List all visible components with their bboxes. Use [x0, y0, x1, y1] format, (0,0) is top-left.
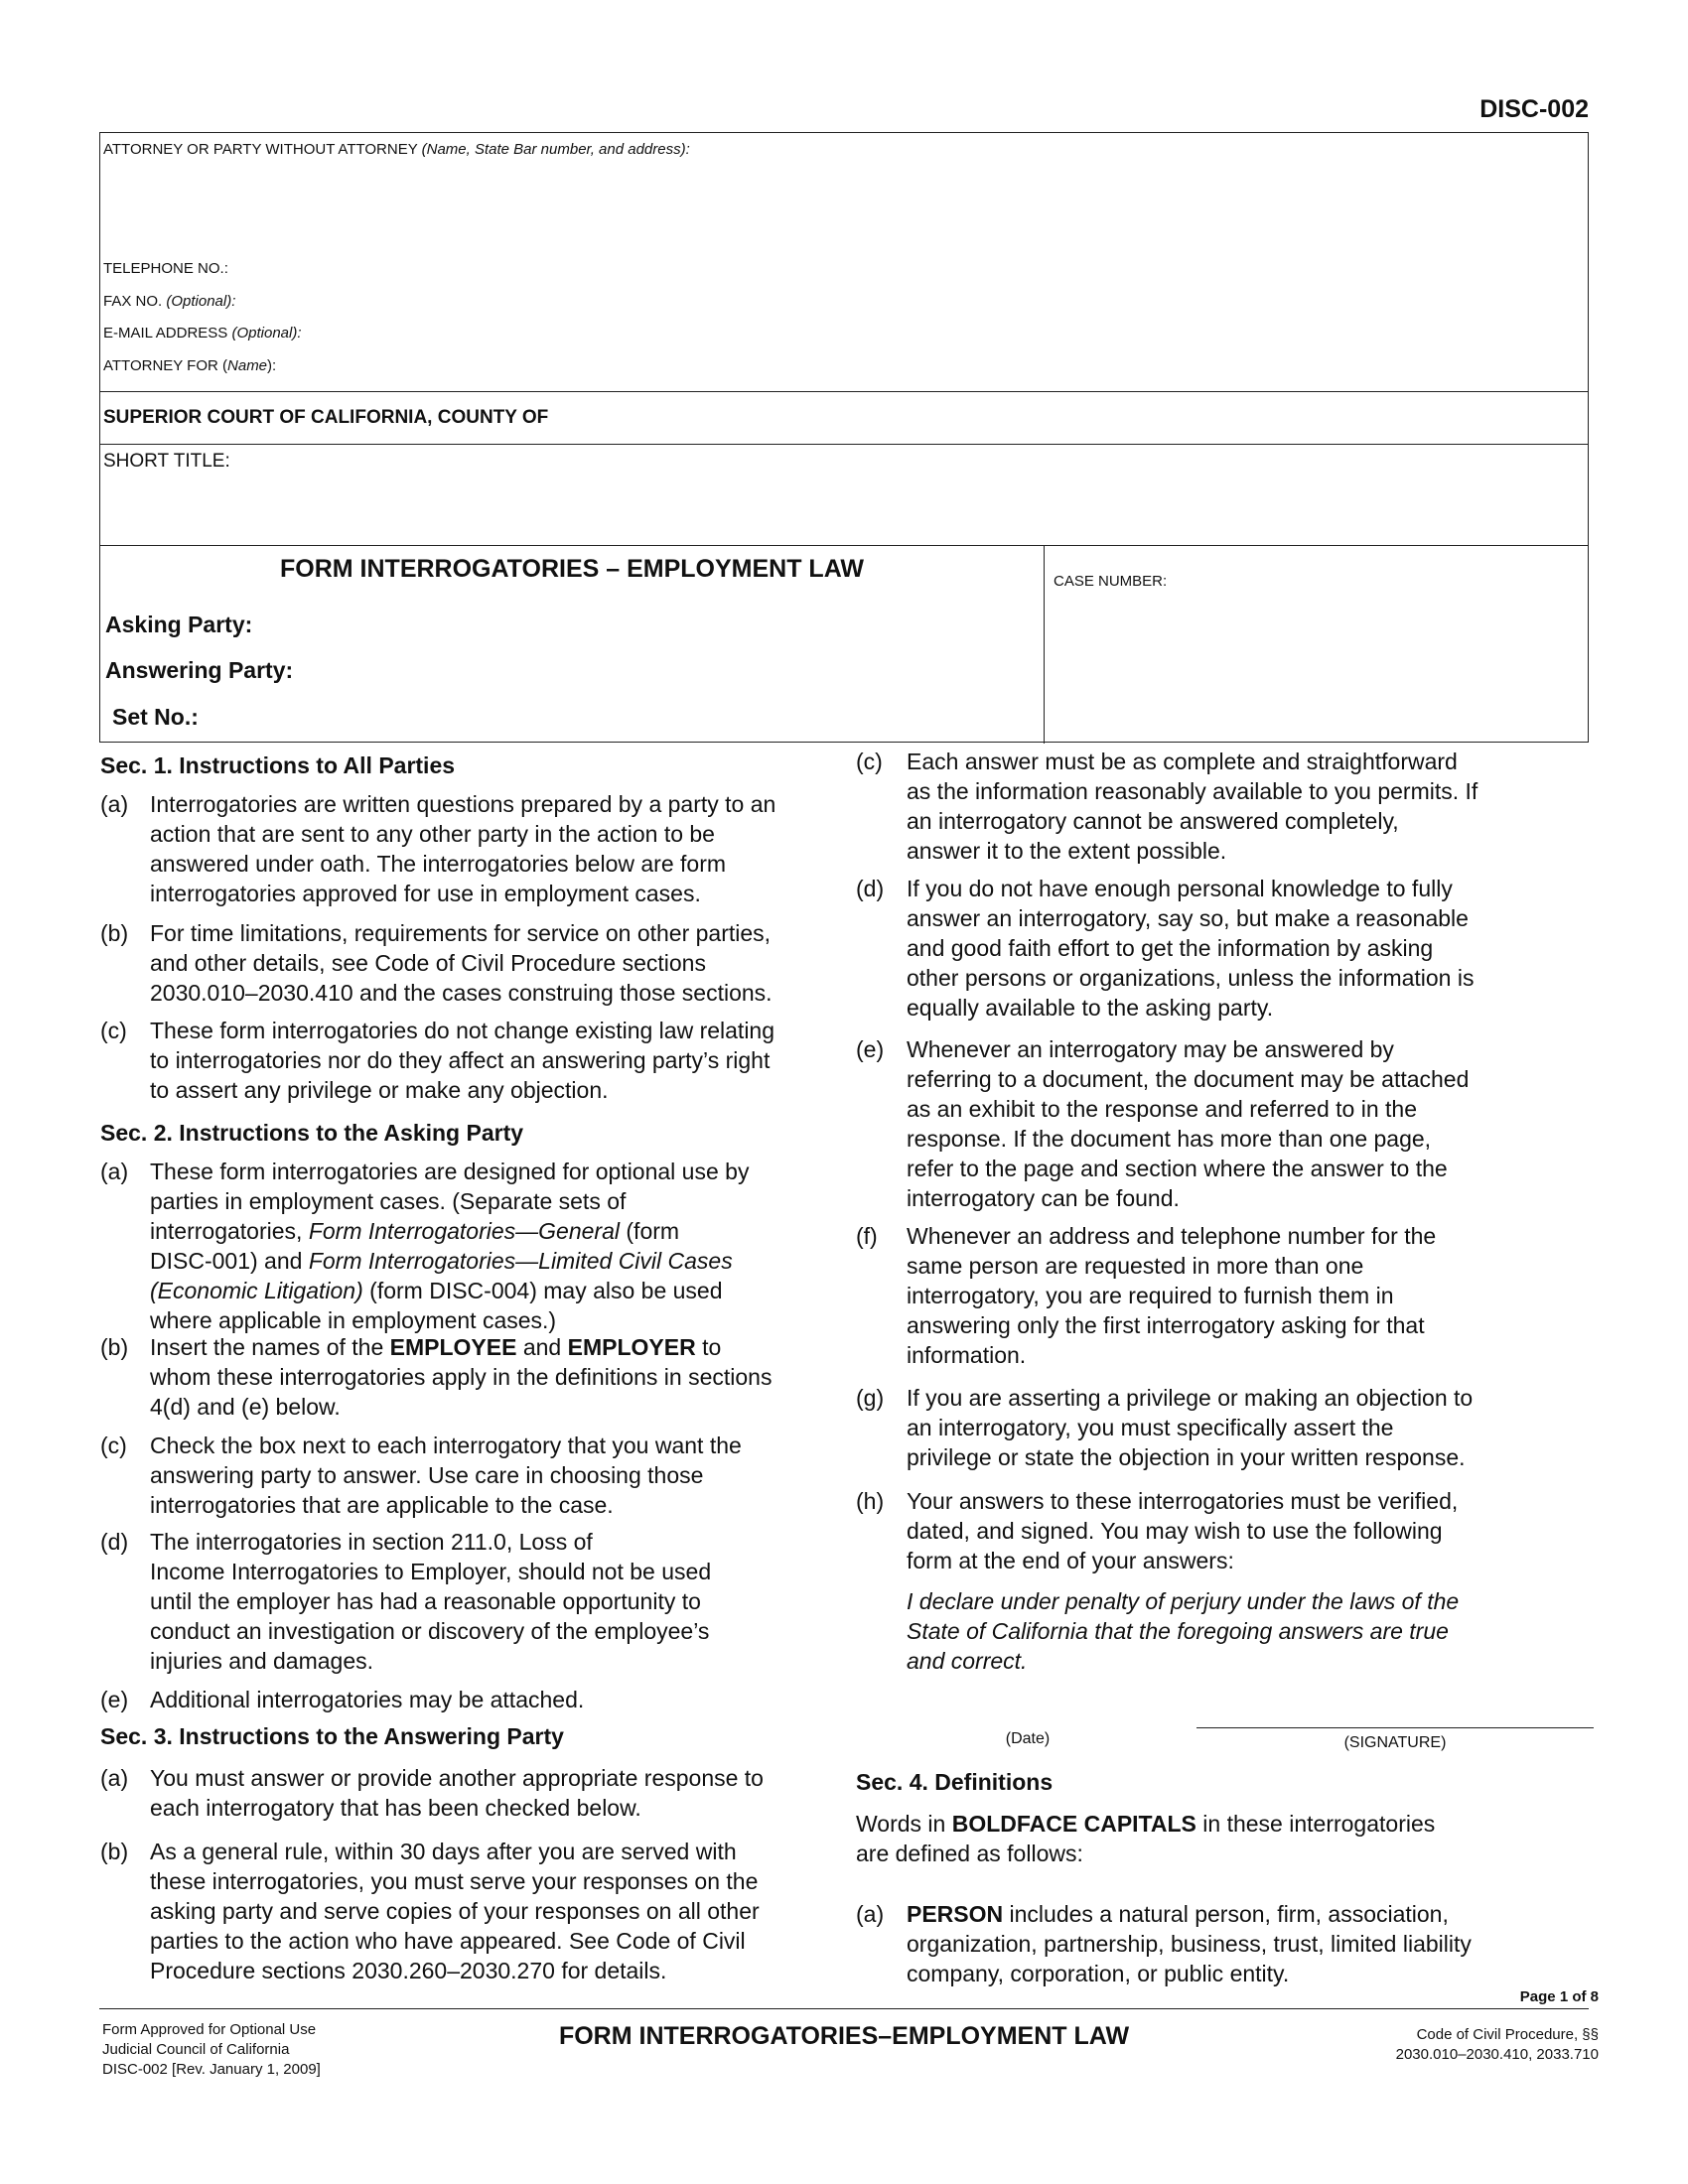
short-title-label: SHORT TITLE: — [103, 451, 230, 472]
sec3-item-f: (f) Whenever an address and telephone number for the same person are requested in more than one interrogatory, you are required to furnish them in answering only the first interrogatory asking for that information. — [856, 1223, 1437, 1368]
signature-label: (SIGNATURE) — [1343, 1734, 1447, 1751]
sec2-item-a: (a) These form interrogatories are designed for optional use by parties in employment cases. (Separate sets of interrogatories, Form Interrogatories—General (form DISC-001) and Form Interrogatories—Limited Civil Cases (Economic Litigation) (form DISC-004) may also be used where applicable in employment cases.) — [100, 1159, 750, 1333]
sec2-item-c: (c) Check the box next to each interrogatory that you want the answering party to answer. Use care in choosing those interrogatories that are applicable to the case. — [100, 1433, 742, 1518]
footer-code-reference: Code of Civil Procedure, §§ 2030.010–2030.410, 2033.710 — [1395, 2026, 1599, 2063]
sec3-item-b: (b) As a general rule, within 30 days after you are served with these interrogatories, you must serve your responses on the asking party and serve copies of your responses on all other parties to the action who have appeared. See Code of Civil Procedure sections 2030.260–2030.270 for details. — [100, 1839, 760, 1983]
form-number: DISC-002 — [1479, 95, 1589, 123]
answering-party-label: Answering Party: — [105, 657, 294, 683]
sec4-item-a: (a) PERSON includes a natural person, firm, association, organization, partnership, business, trust, limited liability company, corporation, or public entity. — [856, 1901, 1472, 1986]
sec3-item-g: (g) If you are asserting a privilege or making an objection to an interrogatory, you must specifically assert the privilege or state the objection in your written response. — [856, 1385, 1474, 1470]
footer-rule — [99, 2008, 1589, 2009]
page-number: Page 1 of 8 — [1519, 1988, 1599, 2005]
form-title: FORM INTERROGATORIES – EMPLOYMENT LAW — [280, 555, 864, 583]
sec3-item-a: (a) You must answer or provide another appropriate response to each interrogatory that has been checked below. — [100, 1765, 764, 1821]
sec1-item-a: (a) Interrogatories are written questions prepared by a party to an action that are sent to any other party in the action to be answered under oath. The interrogatories below are form interrogatories approved for use in employment cases. — [100, 791, 776, 906]
set-no-label: Set No.: — [112, 704, 199, 730]
sec1-item-c: (c) These form interrogatories do not change existing law relating to interrogatories nor do they affect an answering party’s right to assert any privilege or make any objection. — [100, 1018, 775, 1103]
sec2-title: Sec. 2. Instructions to the Asking Party — [100, 1120, 524, 1146]
court-label: SUPERIOR COURT OF CALIFORNIA, COUNTY OF — [103, 407, 549, 428]
sec1-item-b: (b) For time limitations, requirements for service on other parties, and other details, see Code of Civil Procedure sections 2030.010–2030.410 and the cases construing those sections. — [100, 920, 773, 1006]
footer-approval: Form Approved for Optional Use Judicial Council of California DISC-002 [Rev. January 1, 2009] — [102, 2021, 321, 2078]
asking-party-label: Asking Party: — [105, 612, 253, 637]
sec2-item-b: (b) Insert the names of the EMPLOYEE and EMPLOYER to whom these interrogatories apply in the definitions in sections 4(d) and (e) below. — [100, 1334, 773, 1420]
caption-box — [99, 132, 1589, 743]
telephone-label: TELEPHONE NO.: — [103, 260, 228, 277]
attorney-label: ATTORNEY OR PARTY WITHOUT ATTORNEY (Name, State Bar number, and address): — [103, 141, 690, 158]
case-number-label: CASE NUMBER: — [1054, 573, 1168, 590]
footer-title: FORM INTERROGATORIES–EMPLOYMENT LAW — [558, 2022, 1130, 2050]
sec3-title: Sec. 3. Instructions to the Answering Party — [100, 1723, 564, 1749]
sec3-item-c: (c) Each answer must be as complete and straightforward as the information reasonably available to you permits. If an interrogatory cannot be answered completely, answer it to the extent possible. — [856, 749, 1478, 864]
attorney-for-label: ATTORNEY FOR (Name): — [103, 357, 277, 374]
sec3-item-h: (h) Your answers to these interrogatories must be verified, dated, and signed. You may wish to use the following form at the end of your answers: — [856, 1488, 1459, 1573]
sec4-title: Sec. 4. Definitions — [856, 1769, 1054, 1795]
signature-line — [1196, 1727, 1594, 1728]
fax-label: FAX NO. (Optional): — [103, 293, 236, 310]
email-label: E-MAIL ADDRESS (Optional): — [103, 325, 302, 341]
verification-declaration: I declare under penalty of perjury under the laws of the State of California that the foregoing answers are true and correct. — [907, 1588, 1460, 1674]
sec1-title: Sec. 1. Instructions to All Parties — [100, 752, 456, 778]
sec2-item-e: (e) Additional interrogatories may be attached. — [100, 1687, 585, 1712]
sec2-item-d: (d) The interrogatories in section 211.0, Loss of Income Interrogatories to Employer, should not be used until the employer has had a reasonable opportunity to conduct an investigation or discovery of the employee’s injuries and damages. — [100, 1529, 712, 1674]
sec3-item-d: (d) If you do not have enough personal knowledge to fully answer an interrogatory, say so, but make a reasonable and good faith effort to get the information by asking other persons or organizations, unless the information is equally available to the asking party. — [856, 876, 1475, 1021]
date-label: (Date) — [1005, 1730, 1051, 1747]
sec3-item-e: (e) Whenever an interrogatory may be answered by referring to a document, the document may be attached as an exhibit to the response and referred to in the response. If the document has more than one page, refer to the page and section where the answer to the interrogatory can be found. — [856, 1036, 1470, 1211]
sec4-intro: Words in BOLDFACE CAPITALS in these interrogatories are defined as follows: — [856, 1811, 1436, 1866]
